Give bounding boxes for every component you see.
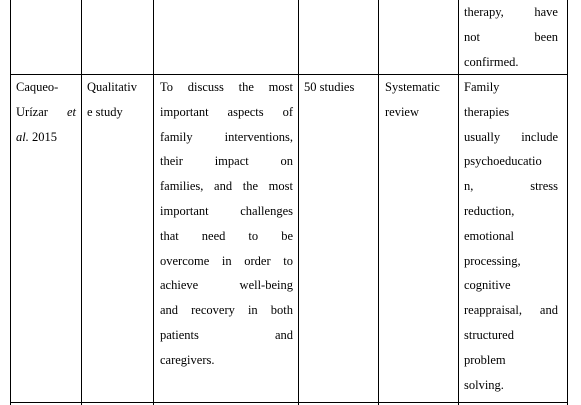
aim-line: and recovery in both	[160, 303, 293, 318]
column-divider-4	[378, 0, 379, 405]
outcome-line: problem	[464, 352, 506, 367]
outcome-line: reappraisal, and	[464, 303, 558, 318]
sample-line: 50 studies	[304, 80, 355, 94]
outcome-line: Family	[464, 80, 500, 94]
aim-line: important challenges	[160, 203, 293, 218]
outcome-line: reduction,	[464, 203, 515, 218]
aim-line: To discuss the most	[160, 80, 293, 94]
outcome-line: structured	[464, 327, 514, 342]
outcome-line: solving.	[464, 377, 504, 392]
table-border-left	[10, 0, 11, 405]
table-border-right	[567, 0, 568, 405]
author-surname: Urízar	[16, 104, 48, 119]
outcome-line: usually include	[464, 129, 558, 144]
author-line	[16, 100, 76, 125]
outcome-line: therapy, have	[464, 5, 558, 19]
design-cell	[87, 75, 149, 125]
column-divider-3	[298, 0, 299, 405]
design-line: Qualitativ	[87, 80, 137, 94]
aim-line: caregivers.	[160, 352, 215, 367]
aim-line: their impact on	[160, 154, 293, 169]
outcome-line: cognitive	[464, 278, 511, 293]
aim-line: important aspects of	[160, 104, 293, 119]
author-et: et	[66, 104, 76, 119]
outcome-cell-previous	[464, 0, 558, 74]
column-divider-5	[458, 0, 459, 405]
method-line: review	[385, 104, 420, 119]
design-line: e study	[87, 104, 123, 119]
aim-line: overcome in order to	[160, 253, 293, 268]
author-cell	[16, 75, 76, 149]
author-al: al.	[16, 129, 29, 144]
sample-cell	[304, 75, 374, 100]
outcome-line: n, stress	[464, 179, 558, 194]
outcome-line: psychoeducatio	[464, 154, 542, 169]
aim-line: achieve well-being	[160, 278, 293, 293]
aim-line: families, and the most	[160, 179, 293, 194]
aim-line: family interventions,	[160, 129, 293, 144]
column-divider-2	[153, 0, 154, 405]
aim-cell	[160, 75, 293, 373]
method-line: Systematic	[385, 80, 440, 94]
author-line: Caqueo-	[16, 80, 59, 94]
column-divider-1	[81, 0, 82, 405]
outcome-line: not been	[464, 29, 558, 44]
method-cell	[385, 75, 455, 125]
aim-line: that need to be	[160, 228, 293, 243]
outcome-line: processing,	[464, 253, 521, 268]
row-divider-bottom	[10, 402, 568, 403]
outcome-cell	[464, 75, 558, 397]
aim-line: patients and	[160, 327, 293, 342]
author-line: al. 2015	[16, 129, 57, 144]
outcome-line: therapies	[464, 104, 510, 119]
outcome-line: emotional	[464, 228, 514, 243]
outcome-line: confirmed.	[464, 54, 519, 69]
